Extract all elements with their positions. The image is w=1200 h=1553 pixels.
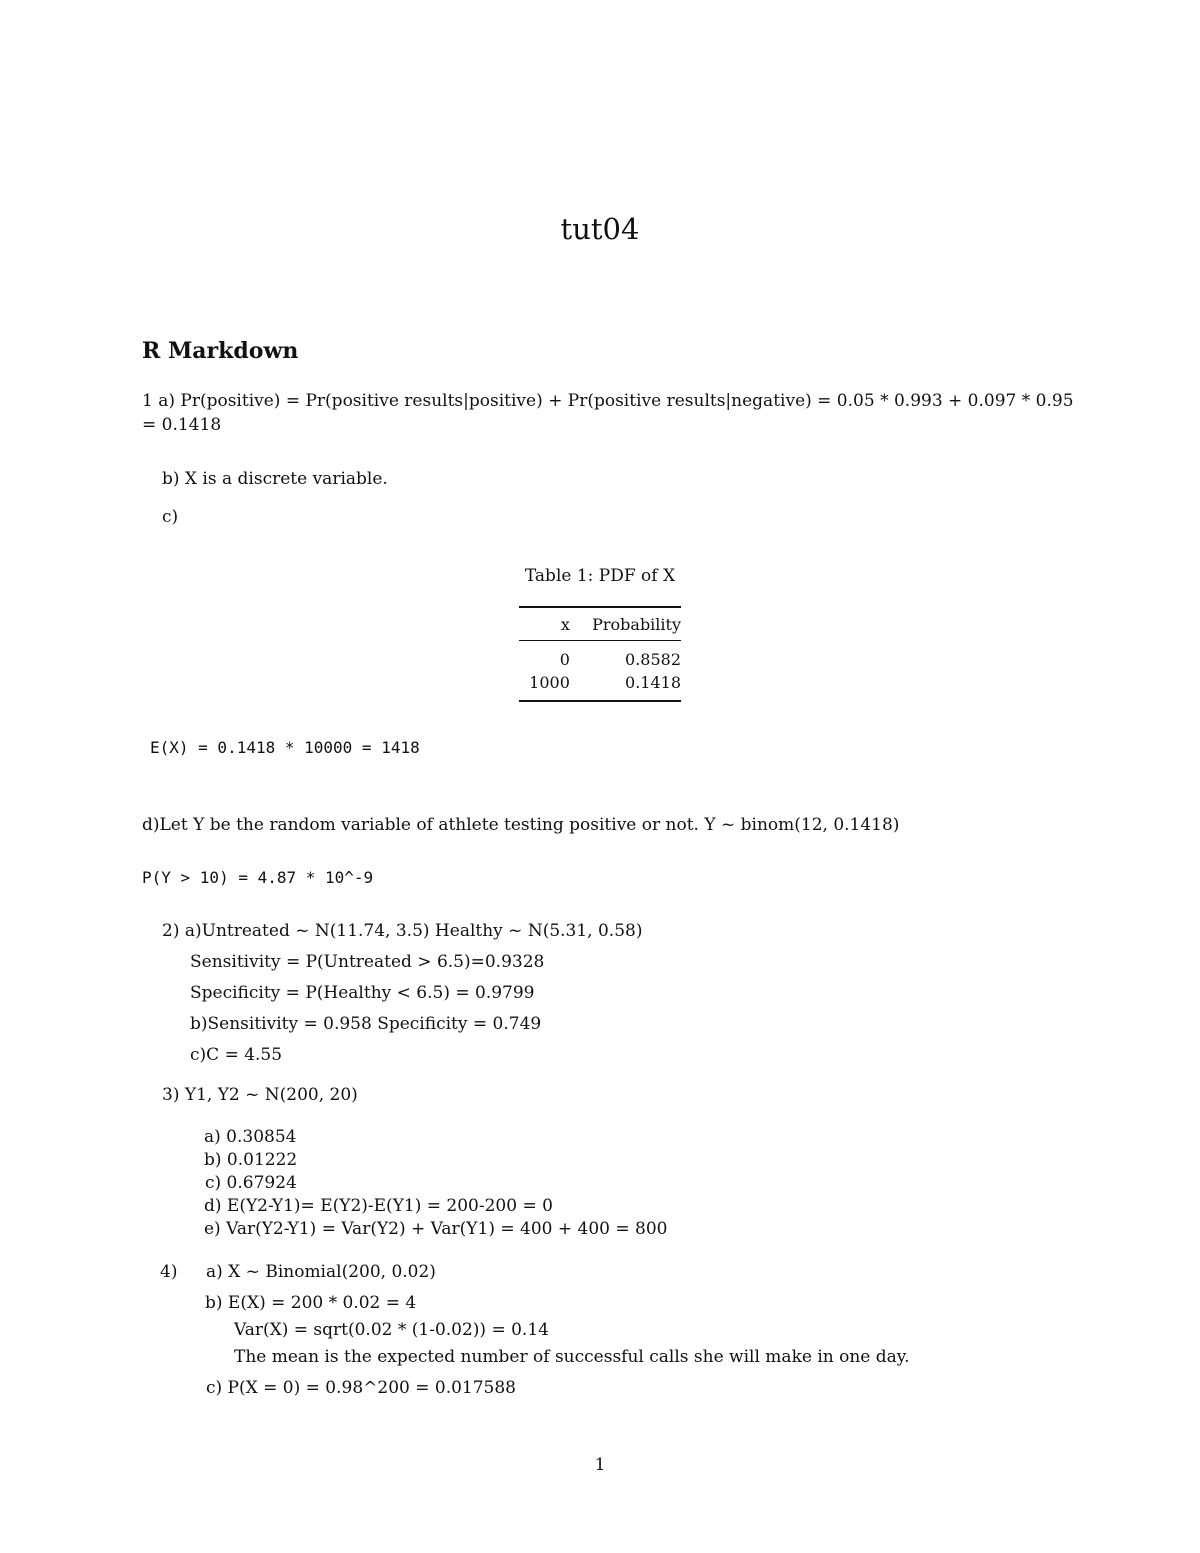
q3-heading: 3) Y1, Y2 ~ N(200, 20) (162, 1085, 358, 1105)
cell-x: 0 (559, 650, 570, 669)
expectation-code: E(X) = 0.1418 * 10000 = 1418 (150, 738, 420, 757)
q1c-label: c) (162, 507, 179, 527)
pdf-table (519, 606, 681, 702)
header-probability: Probability (592, 615, 681, 634)
page-number: 1 (594, 1455, 606, 1475)
q3-item-a: a) 0.30854 (204, 1127, 297, 1147)
q1a-line1: 1 a) Pr(positive) = Pr(positive results|positive) + Pr(positive results|negative) = 0.05 * 0.993 + 0.097 * 0.95 (142, 391, 1074, 411)
header-x: x (560, 615, 570, 634)
probability-code: P(Y > 10) = 4.87 * 10^-9 (142, 868, 374, 887)
q3-item-d: d) E(Y2-Y1)= E(Y2)-E(Y1) = 200-200 = 0 (204, 1196, 553, 1216)
cell-x: 1000 (529, 673, 570, 692)
q4a-text: a) X ~ Binomial(200, 0.02) (206, 1262, 436, 1282)
document-title: tut04 (560, 212, 640, 246)
q1d-text: d)Let Y be the random variable of athlete testing positive or not. Y ~ binom(12, 0.1418) (142, 815, 900, 835)
q3-item-b: b) 0.01222 (204, 1150, 298, 1170)
q2-sensitivity: Sensitivity = P(Untreated > 6.5)=0.9328 (190, 952, 545, 972)
q4b-text: b) E(X) = 200 * 0.02 = 4 (205, 1293, 417, 1313)
cell-probability: 0.1418 (625, 673, 681, 692)
table-row (519, 641, 681, 672)
section-heading: R Markdown (142, 338, 299, 364)
q4-variance: Var(X) = sqrt(0.02 * (1-0.02)) = 0.14 (234, 1320, 549, 1340)
q3-item-e: e) Var(Y2-Y1) = Var(Y2) + Var(Y1) = 400 + 400 = 800 (204, 1219, 668, 1239)
q2-specificity: Specificity = P(Healthy < 6.5) = 0.9799 (190, 983, 535, 1003)
table-header-row (519, 607, 681, 641)
table-caption: Table 1: PDF of X (524, 566, 676, 586)
q3-item-c: c) 0.67924 (205, 1173, 297, 1193)
q2c-text: c)C = 4.55 (190, 1045, 283, 1065)
cell-probability: 0.8582 (625, 650, 681, 669)
q1a-line2: = 0.1418 (142, 415, 222, 435)
q4-mean-note: The mean is the expected number of successful calls she will make in one day. (234, 1347, 910, 1367)
q2b-text: b)Sensitivity = 0.958 Specificity = 0.749 (190, 1014, 542, 1034)
q1b-text: b) X is a discrete variable. (162, 469, 388, 489)
q4c-text: c) P(X = 0) = 0.98^200 = 0.017588 (206, 1378, 516, 1398)
q4-number: 4) (160, 1262, 178, 1282)
table-row (519, 671, 681, 701)
q2a-text: 2) a)Untreated ~ N(11.74, 3.5) Healthy ~ N(5.31, 0.58) (162, 921, 643, 941)
